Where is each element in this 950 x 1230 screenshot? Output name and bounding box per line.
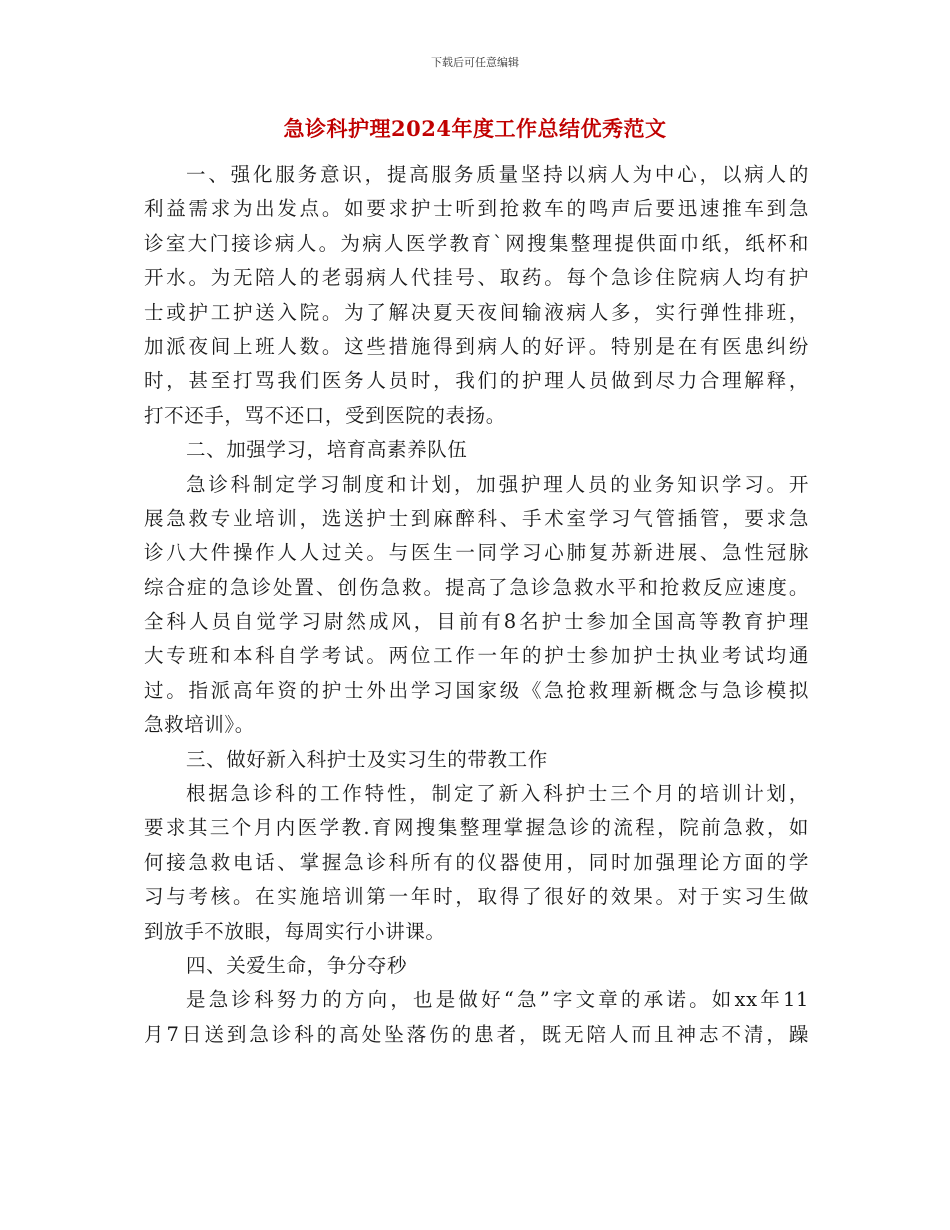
text-line: 一、强化服务意识，提高服务质量坚持以病人为中心，以病人的 xyxy=(186,163,809,186)
text-line: 综合症的急诊处置、创伤急救。提高了急诊急救水平和抢救反应速度。 xyxy=(144,575,809,599)
text-line: 加派夜间上班人数。这些措施得到病人的好评。特别是在有医患纠纷 xyxy=(144,334,809,358)
text-line: 何接急救电话、掌握急诊科所有的仪器使用，同时加强理论方面的学 xyxy=(144,850,809,874)
text-line: 诊八大件操作人人过关。与医生一同学习心肺复苏新进展、急性冠脉 xyxy=(144,541,809,565)
text-line: 利益需求为出发点。如要求护士听到抢救车的鸣声后要迅速推车到急 xyxy=(144,197,809,221)
text-line: 三、做好新入科护士及实习生的带教工作 xyxy=(186,747,548,771)
text-line: 全科人员自觉学习尉然成风，目前有8名护士参加全国高等教育护理 xyxy=(144,610,809,634)
text-line: 士或护工护送入院。为了解决夏天夜间输液病人多，实行弹性排班， xyxy=(144,300,809,324)
text-line: 急诊科制定学习制度和计划，加强护理人员的业务知识学习。开 xyxy=(186,472,809,496)
text-line: 四、关爱生命，争分夺秒 xyxy=(186,953,408,977)
text-line: 习与考核。在实施培训第一年时，取得了很好的效果。对于实习生做 xyxy=(144,885,809,909)
text-line: 急救培训》。 xyxy=(144,713,255,737)
text-line: 是急诊科努力的方向，也是做好“急”字文章的承诺。如xx年11 xyxy=(186,988,809,1012)
text-line: 根据急诊科的工作特性，制定了新入科护士三个月的培训计划， xyxy=(186,782,809,806)
text-line: 展急救专业培训，选送护士到麻醉科、手术室学习气管插管，要求急 xyxy=(144,506,809,530)
text-line: 大专班和本科自学考试。两位工作一年的护士参加护士执业考试均通 xyxy=(144,644,809,668)
text-line: 月7日送到急诊科的高处坠落伤的患者，既无陪人而且神志不清，躁 xyxy=(144,1022,809,1046)
document-title: 急诊科护理2024年度工作总结优秀范文 xyxy=(283,116,667,141)
text-line: 时，甚至打骂我们医务人员时，我们的护理人员做到尽力合理解释， xyxy=(144,369,809,393)
text-line: 要求其三个月内医学教.育网搜集整理掌握急诊的流程，院前急救，如 xyxy=(144,816,809,840)
text-line: 开水。为无陪人的老弱病人代挂号、取药。每个急诊住院病人均有护 xyxy=(144,266,809,290)
document-body xyxy=(144,158,809,1052)
text-line: 二、加强学习，培育高素养队伍 xyxy=(186,438,468,462)
text-line: 过。指派高年资的护士外出学习国家级《急抢救理新概念与急诊模拟 xyxy=(144,678,809,702)
text-line: 诊室大门接诊病人。为病人医学教育`网搜集整理提供面巾纸，纸杯和 xyxy=(144,231,809,255)
header-note: 下载后可任意编辑 xyxy=(431,56,519,69)
text-line: 打不还手，骂不还口，受到医院的表扬。 xyxy=(144,403,506,427)
text-line: 到放手不放眼，每周实行小讲课。 xyxy=(144,919,446,943)
